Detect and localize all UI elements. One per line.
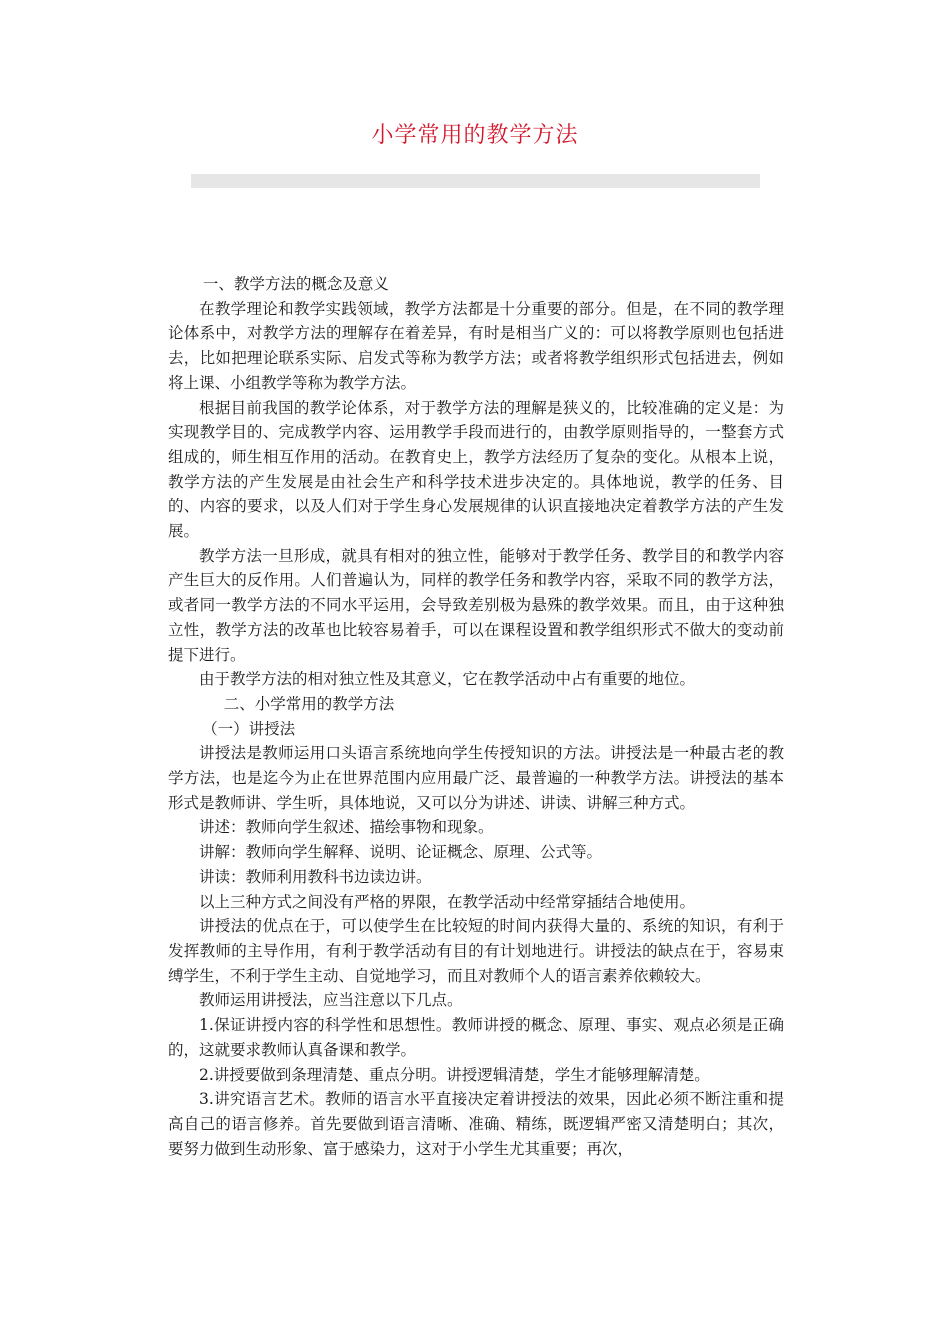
body-paragraph: 教学方法一旦形成，就具有相对的独立性，能够对于教学任务、教学目的和教学内容产生巨大的反作用。人们普遍认为，同样的教学任务和教学内容，采取不同的教学方法，或者同一教学方法的不同水平运用，会导致差别极为悬殊的教学效果。而且，由于这种独立性，教学方法的改革也比较容易着手，可以在课程设置和教学组织形式不做大的变动前提下进行。	[168, 546, 784, 664]
body-paragraph: 在教学理论和教学实践领域，教学方法都是十分重要的部分。但是，在不同的教学理论体系中，对教学方法的理解存在着差异，有时是相当广义的：可以将教学原则也包括进去，比如把理论联系实际、启发式等称为教学方法；或者将教学组织形式包括进去，例如将上课、小组教学等称为教学方法。	[168, 299, 784, 392]
body-paragraph: 讲述：教师向学生叙述、描绘事物和现象。	[199, 818, 494, 837]
body-paragraph: 由于教学方法的相对独立性及其意义，它在教学活动中占有重要的地位。	[199, 670, 696, 689]
body-paragraph: 2.讲授要做到条理清楚、重点分明。讲授逻辑清楚，学生才能够理解清楚。	[199, 1065, 710, 1084]
body-paragraph: 讲授法是教师运用口头语言系统地向学生传授知识的方法。讲授法是一种最古老的教学方法，也是迄今为止在世界范围内应用最广泛、最普遍的一种教学方法。讲授法的基本形式是教师讲、学生听，具体地说，又可以分为讲述、讲读、讲解三种方式。	[168, 744, 784, 812]
section-heading: 二、小学常用的教学方法	[223, 694, 395, 713]
document-title: 小学常用的教学方法	[371, 123, 579, 148]
body-paragraph: 讲读：教师利用教科书边读边讲。	[199, 867, 432, 886]
body-paragraph: 讲授法的优点在于，可以使学生在比较短的时间内获得大量的、系统的知识，有利于发挥教师的主导作用，有利于教学活动有目的有计划地进行。讲授法的缺点在于，容易束缚学生，不利于学生主动、自觉地学习，而且对教师个人的语言素养依赖较大。	[168, 917, 784, 985]
body-paragraph: 根据目前我国的教学论体系，对于教学方法的理解是狭义的，比较准确的定义是：为实现教学目的、完成教学内容、运用教学手段而进行的，由教学原则指导的，一整套方式组成的，师生相互作用的活动。在教育史上，教学方法经历了复杂的变化。从根本上说，教学方法的产生发展是由社会生产和科学技术进步决定的。具体地说，教学的任务、目的、内容的要求，以及人们对于学生身心发展规律的认识直接地决定着教学方法的产生发展。	[168, 398, 784, 541]
body-paragraph: 3.讲究语言艺术。教师的语言水平直接决定着讲授法的效果，因此必须不断注重和提高自己的语言修养。首先要做到语言清晰、准确、精练，既逻辑严密又清楚明白；其次，要努力做到生动形象、富于感染力，这对于小学生尤其重要；再次，	[168, 1090, 784, 1158]
title-divider-bar	[191, 174, 760, 188]
body-paragraph: 讲解：教师向学生解释、说明、论证概念、原理、公式等。	[199, 843, 603, 862]
body-paragraph: 教师运用讲授法，应当注意以下几点。	[199, 991, 463, 1010]
document-body	[168, 272, 784, 1161]
body-paragraph: 以上三种方式之间没有严格的界限，在教学活动中经常穿插结合地使用。	[199, 892, 696, 911]
section-heading: （一）讲授法	[202, 719, 296, 738]
body-paragraph: 1.保证讲授内容的科学性和思想性。教师讲授的概念、原理、事实、观点必须是正确的，这就要求教师认真备课和教学。	[168, 1016, 784, 1059]
section-heading: 一、教学方法的概念及意义	[202, 275, 389, 293]
